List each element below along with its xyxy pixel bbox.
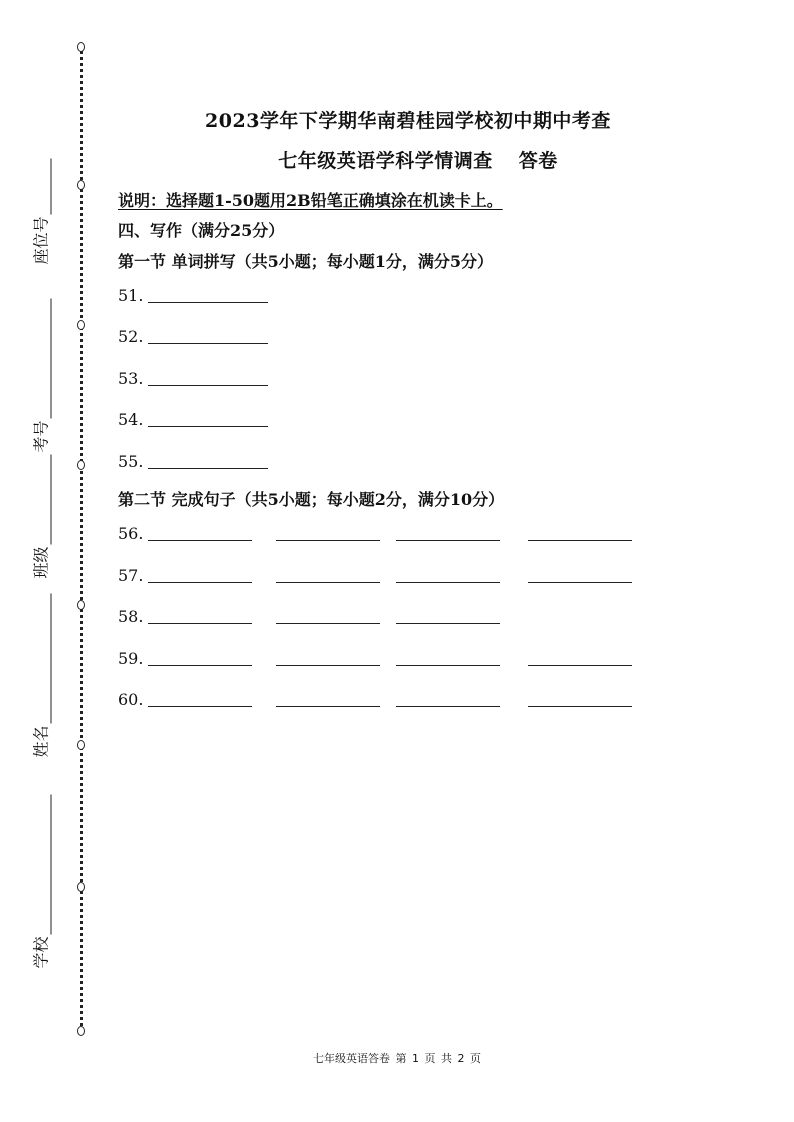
school-field[interactable] — [29, 794, 52, 968]
page-title: 2023学年下学期华南碧桂园学校初中期中考查 — [205, 110, 611, 132]
answer-blank[interactable] — [148, 468, 268, 469]
question-number: 57. — [118, 566, 144, 585]
question-number: 52. — [118, 327, 144, 346]
answer-blank[interactable] — [148, 706, 252, 707]
answer-blank[interactable] — [148, 426, 268, 427]
page-footer: 七年级英语答卷 第 1 页 共 2 页 — [313, 1052, 481, 1065]
answer-blank[interactable] — [148, 582, 252, 583]
question-number: 53. — [118, 369, 144, 388]
answer-blank[interactable] — [396, 540, 500, 541]
answer-blank[interactable] — [148, 665, 252, 666]
answer-blank[interactable] — [276, 623, 380, 624]
name-field[interactable] — [29, 593, 52, 757]
exam-number-blank[interactable] — [35, 298, 52, 418]
seat-number-label: 座位号 — [31, 216, 51, 265]
answer-blank[interactable] — [396, 665, 500, 666]
page-subtitle — [128, 146, 708, 173]
subtitle-subject: 七年级英语学科学情调查 — [278, 150, 493, 172]
class-label: 班级 — [31, 546, 51, 579]
answer-blank[interactable] — [528, 665, 632, 666]
question-number: 54. — [118, 410, 144, 429]
answer-blank[interactable] — [396, 582, 500, 583]
exam-number-label: 考号 — [31, 420, 51, 453]
question-number: 51. — [118, 286, 144, 305]
binding-ring-icon — [77, 1026, 85, 1036]
answer-blank[interactable] — [148, 302, 268, 303]
binding-ring-icon — [77, 740, 85, 750]
binding-ring-icon — [77, 320, 85, 330]
binding-ring-icon — [77, 600, 85, 610]
question-number: 59. — [118, 649, 144, 668]
name-label: 姓名 — [31, 725, 51, 758]
binding-ring-icon — [77, 460, 85, 470]
school-label: 学校 — [31, 936, 51, 969]
class-blank[interactable] — [35, 454, 52, 544]
answer-blank[interactable] — [276, 582, 380, 583]
question-number: 60. — [118, 690, 144, 709]
binding-ring-icon — [77, 42, 85, 52]
answer-blank[interactable] — [148, 623, 252, 624]
answer-blank[interactable] — [148, 343, 268, 344]
school-blank[interactable] — [35, 794, 52, 934]
answer-blank[interactable] — [396, 623, 500, 624]
answer-blank[interactable] — [396, 706, 500, 707]
name-blank[interactable] — [35, 593, 52, 723]
question-number: 56. — [118, 524, 144, 543]
section-title-writing: 四、写作（满分25分） — [118, 221, 285, 240]
answer-blank[interactable] — [276, 706, 380, 707]
seat-number-blank[interactable] — [35, 158, 52, 214]
answer-blank[interactable] — [148, 540, 252, 541]
answer-blank[interactable] — [528, 582, 632, 583]
binding-ring-icon — [77, 180, 85, 190]
question-number: 55. — [118, 452, 144, 471]
class-field[interactable] — [29, 454, 52, 578]
answer-blank[interactable] — [148, 385, 268, 386]
binding-ring-icon — [77, 882, 85, 892]
answer-blank[interactable] — [528, 540, 632, 541]
question-number: 58. — [118, 607, 144, 626]
seat-number-field[interactable] — [29, 158, 52, 264]
part1-title-spelling: 第一节 单词拼写（共5小题；每小题1分，满分5分） — [118, 252, 493, 271]
answer-blank[interactable] — [528, 706, 632, 707]
exam-number-field[interactable] — [29, 298, 52, 452]
answer-blank[interactable] — [276, 665, 380, 666]
binding-margin — [0, 0, 110, 1122]
subtitle-answer-sheet: 答卷 — [518, 150, 558, 172]
answer-blank[interactable] — [276, 540, 380, 541]
instruction-note: 说明：选择题1-50题用2B铅笔正确填涂在机读卡上。 — [118, 191, 503, 210]
part2-title-sentences: 第二节 完成句子（共5小题；每小题2分，满分10分） — [118, 490, 505, 509]
